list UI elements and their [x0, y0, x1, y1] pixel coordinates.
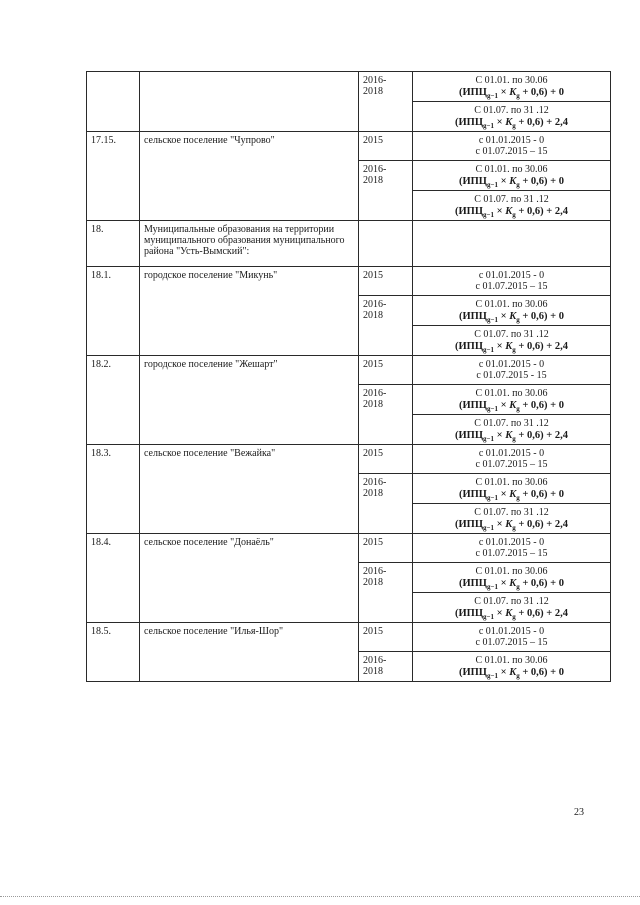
period-years: 2016- 2018 [359, 563, 413, 623]
formula-tail: + 0,6) + 0 [519, 578, 565, 589]
formula-times: × [494, 341, 506, 352]
table-row [87, 72, 611, 102]
formula-k-sub: g [516, 405, 520, 413]
formula-k-sub: g [512, 346, 516, 354]
rate-period-text: с 01.01.2015 - 0 с 01.07.2015 – 15 [475, 135, 548, 157]
municipality-name: сельское поселение "Чупрово" [140, 132, 359, 221]
index-formula: $(ИПЦ_{g-1} \times K_g + 0,6) + 2,4$ [455, 519, 568, 532]
rate-period-text: С 01.07. по 31 .12 [474, 596, 549, 607]
index-formula: $(ИПЦ_{g-1} \times K_g + 0,6) + 2,4$ [455, 608, 568, 621]
page-number: 23 [574, 807, 584, 818]
formula-base: ИПЦ [462, 578, 487, 589]
rate-cell [413, 623, 611, 652]
formula-base: ИПЦ [462, 489, 487, 500]
formula-times: × [494, 430, 506, 441]
municipality-name: городское поселение "Жешарт" [140, 356, 359, 445]
formula-k: K [509, 311, 517, 322]
formula-k-sub: g [516, 316, 520, 324]
rate-period-text: С 01.07. по 31 .12 [474, 507, 549, 518]
formula-times: × [497, 311, 510, 322]
formula-times: × [497, 578, 510, 589]
formula-k: K [505, 608, 513, 619]
formula-base: ИПЦ [458, 608, 484, 619]
rate-period-text: С 01.01. по 30.06 [475, 388, 548, 399]
rate-cell [413, 593, 611, 623]
rate-cell [413, 563, 611, 593]
formula-tail: + 0,6) + 0 [519, 400, 565, 411]
rate-cell [413, 132, 611, 161]
table-body [87, 72, 611, 682]
rate-period-text: С 01.01. по 30.06 [475, 75, 548, 86]
index-formula: $(ИПЦ_{g-1} \times K_g + 0,6) + 0$ [458, 311, 565, 324]
formula-tail: + 0,6) + 2,4 [515, 117, 568, 128]
formula-base: ИПЦ [458, 117, 484, 128]
formula-k-sub: g [516, 92, 520, 100]
table-row [87, 445, 611, 474]
index-formula: $(ИПЦ_{g-1} \times K_g + 0,6) + 0$ [458, 667, 565, 680]
item-number: 18.2. [87, 356, 140, 445]
formula-tail: + 0,6) + 2,4 [515, 206, 568, 217]
tariff-table [86, 71, 611, 682]
period-years: 2016- 2018 [359, 161, 413, 221]
rate-cell [413, 72, 611, 102]
rate-period-text: С 01.07. по 31 .12 [474, 194, 549, 205]
formula-tail: + 0,6) + 0 [519, 667, 565, 678]
item-number: 18.4. [87, 534, 140, 623]
rate-period-text: С 01.01. по 30.06 [475, 164, 548, 175]
formula-sub: g−1 [486, 181, 498, 189]
formula-sub: g−1 [483, 435, 495, 443]
index-formula: $(ИПЦ_{g-1} \times K_g + 0,6) + 2,4$ [455, 117, 568, 130]
rate-cell [413, 504, 611, 534]
index-formula: $(ИПЦ_{g-1} \times K_g + 0,6) + 0$ [458, 578, 565, 591]
formula-sub: g−1 [486, 405, 498, 413]
formula-base: ИПЦ [462, 400, 487, 411]
bottom-rule [0, 896, 640, 897]
formula-k-sub: g [516, 672, 520, 680]
rate-cell [413, 161, 611, 191]
rate-period-text: С 01.07. по 31 .12 [474, 105, 549, 116]
formula-k-sub: g [516, 494, 520, 502]
formula-base: ИПЦ [458, 206, 484, 217]
municipality-name: сельское поселение "Вежайка" [140, 445, 359, 534]
rate-cell [413, 191, 611, 221]
formula-tail: + 0,6) + 2,4 [515, 519, 568, 530]
formula-times: × [497, 87, 510, 98]
rate-period-text: С 01.01. по 30.06 [475, 655, 548, 666]
formula-base: ИПЦ [458, 519, 484, 530]
formula-times: × [494, 206, 506, 217]
period-years: 2015 [359, 445, 413, 474]
period-years: 2015 [359, 267, 413, 296]
formula-k: K [505, 341, 513, 352]
formula-tail: + 0,6) + 2,4 [515, 608, 568, 619]
municipality-name: сельское поселение "Илья-Шор" [140, 623, 359, 682]
formula-k: K [509, 87, 517, 98]
formula-sub: g−1 [486, 583, 498, 591]
formula-sub: g−1 [483, 211, 495, 219]
index-formula: $(ИПЦ_{g-1} \times K_g + 0,6) + 2,4$ [455, 206, 568, 219]
formula-base: ИПЦ [462, 176, 487, 187]
formula-k-sub: g [512, 435, 516, 443]
rate-period-text: С 01.07. по 31 .12 [474, 418, 549, 429]
index-formula: $(ИПЦ_{g-1} \times K_g + 0,6) + 2,4$ [455, 341, 568, 354]
formula-tail: + 0,6) + 0 [519, 176, 565, 187]
formula-sub: g−1 [483, 346, 495, 354]
period-years: 2016- 2018 [359, 652, 413, 682]
formula-k: K [509, 400, 517, 411]
period-years: 2016- 2018 [359, 72, 413, 132]
formula-sub: g−1 [486, 494, 498, 502]
rate-cell [413, 445, 611, 474]
period-years [359, 221, 413, 267]
item-number: 18.5. [87, 623, 140, 682]
period-years: 2015 [359, 534, 413, 563]
formula-tail: + 0,6) + 0 [519, 311, 565, 322]
period-years: 2016- 2018 [359, 474, 413, 534]
municipality-name [140, 72, 359, 132]
formula-k-sub: g [516, 583, 520, 591]
index-formula: $(ИПЦ_{g-1} \times K_g + 0,6) + 0$ [458, 87, 565, 100]
formula-sub: g−1 [483, 613, 495, 621]
rate-period-text: С 01.01. по 30.06 [475, 299, 548, 310]
formula-tail: + 0,6) + 0 [519, 87, 565, 98]
formula-k-sub: g [512, 524, 516, 532]
formula-times: × [497, 489, 510, 500]
rate-period-text: с 01.01.2015 - 0 с 01.07.2015 - 15 [476, 359, 547, 381]
table-row [87, 534, 611, 563]
period-years: 2015 [359, 356, 413, 385]
item-number: 18. [87, 221, 140, 267]
formula-base: ИПЦ [458, 430, 484, 441]
rate-cell [413, 415, 611, 445]
formula-base: ИПЦ [462, 311, 487, 322]
formula-k-sub: g [512, 211, 516, 219]
rate-cell [413, 534, 611, 563]
formula-k: K [509, 176, 517, 187]
rate-period-text: с 01.01.2015 - 0 с 01.07.2015 – 15 [475, 626, 548, 648]
formula-k: K [509, 489, 517, 500]
rate-period-text: с 01.01.2015 - 0 с 01.07.2015 – 15 [475, 448, 548, 470]
item-number [87, 72, 140, 132]
item-number: 18.1. [87, 267, 140, 356]
table-row [87, 623, 611, 652]
rate-cell [413, 267, 611, 296]
formula-tail: + 0,6) + 0 [519, 489, 565, 500]
index-formula: $(ИПЦ_{g-1} \times K_g + 0,6) + 0$ [458, 489, 565, 502]
rate-cell [413, 356, 611, 385]
rate-period-text: с 01.01.2015 - 0 с 01.07.2015 – 15 [475, 537, 548, 559]
formula-sub: g−1 [486, 92, 498, 100]
formula-base: ИПЦ [462, 87, 487, 98]
formula-base: ИПЦ [462, 667, 487, 678]
rate-cell [413, 474, 611, 504]
item-number: 17.15. [87, 132, 140, 221]
rate-cell [413, 326, 611, 356]
formula-times: × [494, 519, 506, 530]
table-row [87, 267, 611, 296]
formula-k: K [505, 519, 513, 530]
formula-base: ИПЦ [458, 341, 484, 352]
formula-k: K [505, 117, 513, 128]
formula-k: K [505, 430, 513, 441]
formula-k: K [509, 578, 517, 589]
rate-cell [413, 652, 611, 682]
period-years: 2016- 2018 [359, 296, 413, 356]
formula-sub: g−1 [483, 524, 495, 532]
rate-period-text: С 01.07. по 31 .12 [474, 329, 549, 340]
index-formula: $(ИПЦ_{g-1} \times K_g + 0,6) + 2,4$ [455, 430, 568, 443]
formula-k-sub: g [512, 613, 516, 621]
formula-times: × [494, 117, 506, 128]
formula-sub: g−1 [486, 316, 498, 324]
rate-period-text: С 01.01. по 30.06 [475, 566, 548, 577]
rate-period-text: С 01.01. по 30.06 [475, 477, 548, 488]
municipality-name: городское поселение "Микунь" [140, 267, 359, 356]
formula-k: K [505, 206, 513, 217]
rate-cell [413, 102, 611, 132]
formula-k-sub: g [512, 122, 516, 130]
rate-cell [413, 221, 611, 267]
formula-k: K [509, 667, 517, 678]
period-years: 2015 [359, 623, 413, 652]
municipality-name: Муниципальные образования на территории муниципального образования муниципального района "Усть-Вымский": [140, 221, 359, 267]
formula-times: × [497, 667, 510, 678]
period-years: 2015 [359, 132, 413, 161]
formula-k-sub: g [516, 181, 520, 189]
formula-times: × [494, 608, 506, 619]
table-row [87, 221, 611, 267]
formula-tail: + 0,6) + 2,4 [515, 430, 568, 441]
rate-cell [413, 385, 611, 415]
formula-times: × [497, 176, 510, 187]
table-row [87, 132, 611, 161]
formula-sub: g−1 [483, 122, 495, 130]
item-number: 18.3. [87, 445, 140, 534]
table-row [87, 356, 611, 385]
formula-times: × [497, 400, 510, 411]
index-formula: $(ИПЦ_{g-1} \times K_g + 0,6) + 0$ [458, 176, 565, 189]
index-formula: $(ИПЦ_{g-1} \times K_g + 0,6) + 0$ [458, 400, 565, 413]
formula-sub: g−1 [486, 672, 498, 680]
rate-period-text: с 01.01.2015 - 0 с 01.07.2015 – 15 [475, 270, 548, 292]
rate-cell [413, 296, 611, 326]
formula-tail: + 0,6) + 2,4 [515, 341, 568, 352]
period-years: 2016- 2018 [359, 385, 413, 445]
municipality-name: сельское поселение "Донаёль" [140, 534, 359, 623]
